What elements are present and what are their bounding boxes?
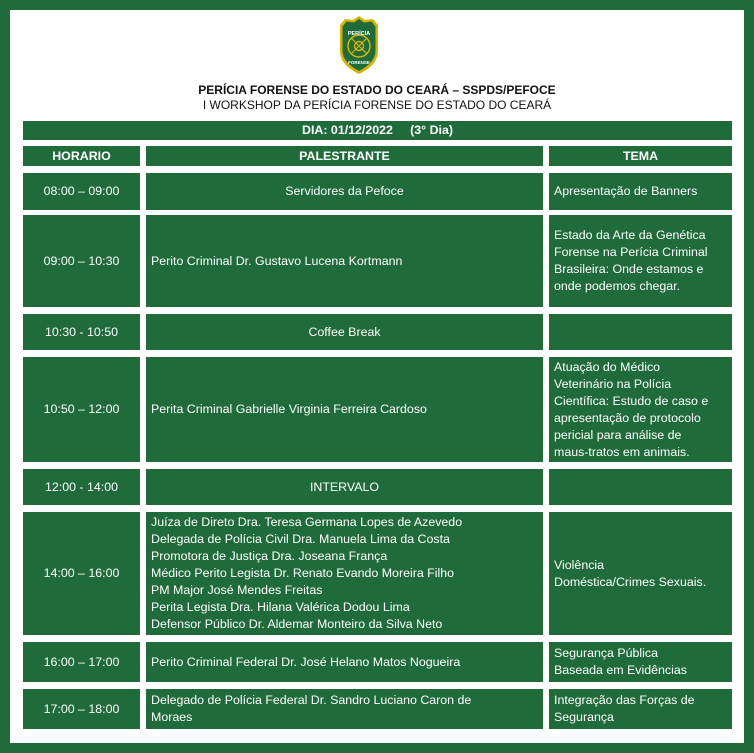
time-cell: 16:00 – 17:00: [23, 642, 140, 682]
speaker-lines: [151, 253, 402, 270]
pefoce-shield-logo: [337, 15, 381, 75]
speaker-lines: [151, 654, 460, 671]
speaker-line: Perita Criminal Gabrielle Virginia Ferreira Cardoso: [151, 402, 427, 416]
speaker-line: INTERVALO: [309, 479, 380, 494]
theme-cell: [549, 469, 732, 505]
time-cell: 09:00 – 10:30: [23, 215, 140, 307]
speaker-line: Delegado de Polícia Federal Dr. Sandro Luciano Caron de: [151, 693, 472, 707]
workshop-subtitle: I WORKSHOP DA PERÍCIA FORENSE DO ESTADO DO CEARÁ: [202, 98, 552, 112]
logo-text-top: PERÍCIA: [347, 31, 371, 37]
speaker-line: Perito Criminal Federal Dr. José Helano Matos Nogueira: [151, 654, 461, 669]
theme-cell: [549, 314, 732, 350]
speaker-cell: [146, 314, 543, 350]
theme-cell: [549, 642, 732, 682]
speaker-line: Moraes: [151, 710, 193, 724]
speaker-line: Defensor Público Dr. Aldemar Monteiro da Silva Neto: [151, 617, 443, 631]
theme-cell: [549, 512, 732, 635]
speaker-lines: [151, 514, 462, 633]
theme-line: Estado da Arte da Genética: [554, 228, 706, 242]
speaker-lines: [151, 692, 471, 726]
time-cell: 14:00 – 16:00: [23, 512, 140, 635]
theme-lines: [554, 645, 687, 679]
speaker-cell: [146, 642, 543, 682]
speaker-cell: [146, 173, 543, 210]
theme-lines: [554, 359, 708, 461]
theme-lines: [554, 557, 706, 591]
logo-text-bottom: FORENSE: [348, 60, 370, 65]
theme-line: pericial para análise de: [554, 427, 682, 442]
organization-title: PERÍCIA FORENSE DO ESTADO DO CEARÁ – SSPDS/PEFOCE: [198, 83, 556, 97]
speaker-lines: [310, 479, 379, 496]
theme-line: Segurança Pública: [554, 646, 659, 660]
time-cell: 12:00 - 14:00: [23, 469, 140, 505]
theme-cell: [549, 173, 732, 210]
speaker-line: Promotora de Justiça Dra. Joseana França: [151, 549, 388, 563]
speaker-line: Delegada de Polícia Civil Dra. Manuela Lima da Costa: [151, 532, 450, 546]
theme-line: Atuação do Médico: [554, 359, 661, 374]
theme-cell: [549, 357, 732, 462]
theme-cell: [549, 689, 732, 729]
column-header-time: HORARIO: [23, 146, 140, 166]
day-banner: DIA: 01/12/2022 (3° Dia): [23, 121, 732, 140]
theme-line: apresentação de protocolo: [554, 410, 701, 425]
speaker-line: Perita Legista Dra. Hilana Valérica Dodou Lima: [151, 600, 410, 614]
speaker-cell: [146, 357, 543, 462]
speaker-cell: [146, 215, 543, 307]
speaker-line: Perito Criminal Dr. Gustavo Lucena Kortmann: [151, 253, 403, 268]
column-header-theme: TEMA: [549, 146, 732, 166]
theme-line: Apresentação de Banners: [554, 184, 698, 198]
shield-icon: [337, 15, 381, 75]
time-cell: 17:00 – 18:00: [23, 689, 140, 729]
theme-lines: [554, 227, 708, 295]
speaker-line: Juíza de Direto Dra. Teresa Germana Lopes de Azevedo: [151, 515, 463, 529]
time-cell: 10:50 – 12:00: [23, 357, 140, 462]
theme-line: maus-tratos em animais.: [554, 444, 690, 459]
speaker-lines: [308, 324, 380, 341]
speaker-lines: [285, 183, 403, 200]
theme-line: Segurança: [554, 710, 614, 724]
theme-line: Brasileira: Onde estamos e: [554, 262, 704, 276]
speaker-line: Médico Perito Legista Dr. Renato Evando Moreira Filho: [151, 566, 455, 580]
speaker-line: Servidores da Pefoce: [285, 184, 404, 198]
speaker-cell: [146, 689, 543, 729]
theme-line: Violência: [554, 557, 605, 572]
speaker-line: Coffee Break: [308, 324, 381, 339]
time-cell: 08:00 – 09:00: [23, 173, 140, 210]
theme-line: Doméstica/Crimes Sexuais.: [554, 574, 707, 589]
column-header-speaker: PALESTRANTE: [146, 146, 543, 166]
speaker-cell: [146, 469, 543, 505]
speaker-cell: [146, 512, 543, 635]
theme-cell: [549, 215, 732, 307]
time-cell: 10:30 - 10:50: [23, 314, 140, 350]
theme-line: Integração das Forças de: [554, 693, 695, 707]
speaker-line: PM Major José Mendes Freitas: [151, 583, 323, 597]
theme-lines: [554, 183, 697, 200]
theme-lines: [554, 692, 695, 726]
theme-line: Baseada em Evidências: [554, 663, 687, 677]
theme-line: onde podemos chegar.: [554, 279, 681, 293]
theme-line: Forense na Perícia Criminal: [554, 245, 708, 259]
theme-line: Científica: Estudo de caso e: [554, 393, 709, 408]
theme-line: Veterinário na Polícia: [554, 376, 672, 391]
speaker-lines: [151, 401, 427, 418]
